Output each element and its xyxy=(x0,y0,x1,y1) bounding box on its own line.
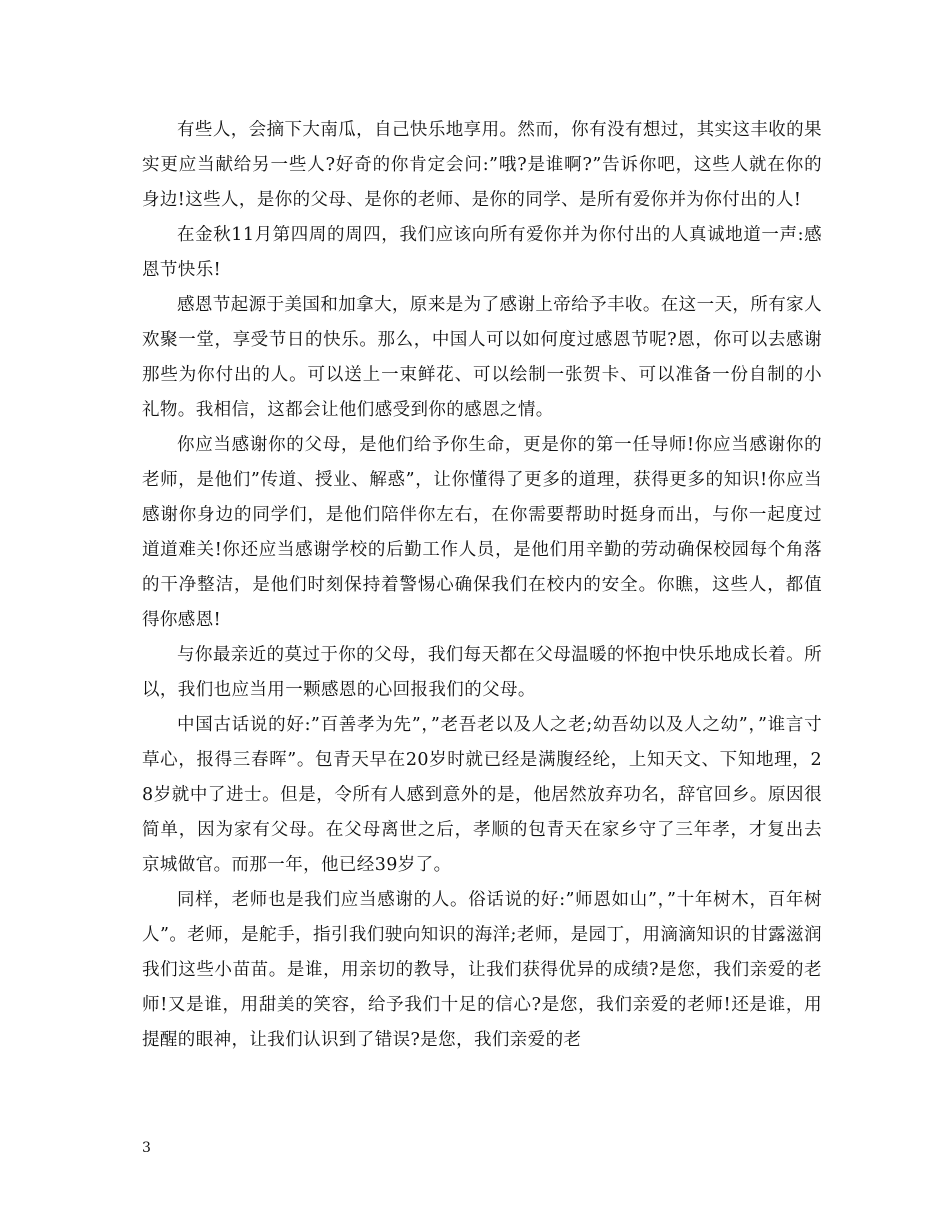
paragraph-2: 在金秋11月第四周的周四，我们应该向所有爱你并为你付出的人真诚地道一声:感恩节快乐! xyxy=(142,225,822,280)
paragraph-4: 你应当感谢你的父母，是他们给予你生命，更是你的第一任导师!你应当感谢你的老师，是他们”传道、授业、解惑”，让你懂得了更多的道理，获得更多的知识!你应当感谢你身边的同学们，是他们陪伴你左右，在你需要帮助时挺身而出，与你一起度过道道难关!你还应当感谢学校的后勤工作人员，是他们用辛勤的劳动确保校园每个角落的干净整洁，是他们时刻保持着警惕心确保我们在校内的安全。你瞧，这些人，都值得你感恩! xyxy=(142,435,822,630)
page-number: 3 xyxy=(142,1140,151,1156)
document-body xyxy=(142,113,822,1058)
paragraph-5: 与你最亲近的莫过于你的父母，我们每天都在父母温暖的怀抱中快乐地成长着。所以，我们也应当用一颗感恩的心回报我们的父母。 xyxy=(142,645,822,700)
paragraph-6: 中国古话说的好:”百善孝为先”，”老吾老以及人之老;幼吾幼以及人之幼”，”谁言寸草心，报得三春晖”。包青天早在20岁时就已经是满腹经纶，上知天文、下知地理，28岁就中了进士。但是，令所有人感到意外的是，他居然放弃功名，辞官回乡。原因很简单，因为家有父母。在父母离世之后，孝顺的包青天在家乡守了三年孝，才复出去京城做官。而那一年，他已经39岁了。 xyxy=(142,715,822,875)
paragraph-7: 同样，老师也是我们应当感谢的人。俗话说的好:”师恩如山”，”十年树木，百年树人”。老师，是舵手，指引我们驶向知识的海洋;老师，是园丁，用滴滴知识的甘露滋润我们这些小苗苗。是谁，用亲切的教导，让我们获得优异的成绩?是您，我们亲爱的老师!又是谁，用甜美的笑容，给予我们十足的信心?是您，我们亲爱的老师!还是谁，用提醒的眼神，让我们认识到了错误?是您，我们亲爱的老 xyxy=(142,890,822,1050)
paragraph-3: 感恩节起源于美国和加拿大，原来是为了感谢上帝给予丰收。在这一天，所有家人欢聚一堂，享受节日的快乐。那么，中国人可以如何度过感恩节呢?恩，你可以去感谢那些为你付出的人。可以送上一束鲜花、可以绘制一张贺卡、可以准备一份自制的小礼物。我相信，这都会让他们感受到你的感恩之情。 xyxy=(142,295,822,420)
paragraph-1: 有些人，会摘下大南瓜，自己快乐地享用。然而，你有没有想过，其实这丰收的果实更应当献给另一些人?好奇的你肯定会问:”哦?是谁啊?”告诉你吧，这些人就在你的身边!这些人，是你的父母、是你的老师、是你的同学、是所有爱你并为你付出的人! xyxy=(142,120,822,210)
